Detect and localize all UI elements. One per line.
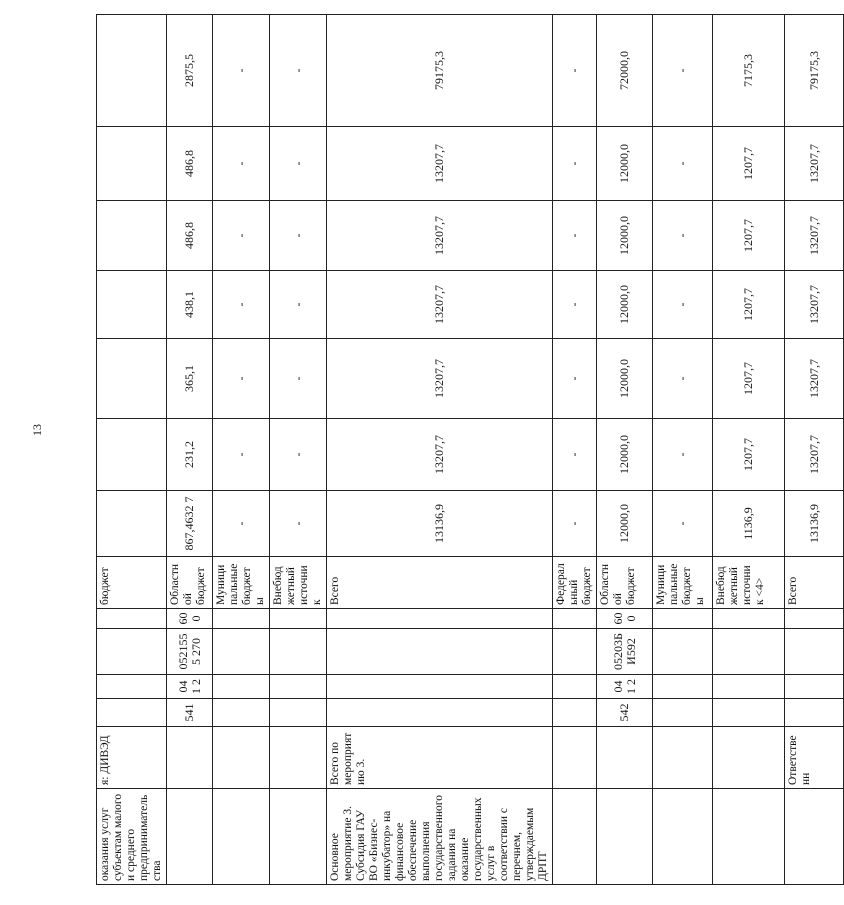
table-cell: - xyxy=(270,491,327,557)
table-cell: - xyxy=(653,339,713,419)
table-cell xyxy=(97,201,167,271)
table-cell: 1136,9 xyxy=(713,491,785,557)
rotated-page xyxy=(96,15,821,885)
table-cell xyxy=(653,675,713,699)
table-row xyxy=(653,15,713,885)
table-cell: 541 xyxy=(167,699,213,727)
table-cell xyxy=(97,491,167,557)
table-cell: 05203Б И592 xyxy=(597,629,653,675)
table-cell: 2875,5 xyxy=(167,15,213,127)
table-cell: 12000,0 xyxy=(597,271,653,339)
table-cell: - xyxy=(553,15,597,127)
table-cell xyxy=(97,271,167,339)
table-cell: 600 xyxy=(597,609,653,629)
table-row xyxy=(553,15,597,885)
table-cell: 1207,7 xyxy=(713,201,785,271)
table-cell: 12000,0 xyxy=(597,127,653,201)
table-cell: Основное мероприятие 3. Субсидия ГАУ ВО «Бизнес-инкубатор» на финансовое обеспечение выполнения государственного задания на оказание государственных услуг в соответствии с перечнем, утверждаемым ДРПТ xyxy=(327,789,553,885)
table-cell: бюджет xyxy=(97,557,167,609)
table-cell: 12000,0 xyxy=(597,419,653,491)
table-cell: - xyxy=(553,271,597,339)
rotated-table-frame xyxy=(96,15,821,885)
table-cell xyxy=(213,609,270,629)
table-cell: - xyxy=(553,419,597,491)
table-cell: 13207,7 xyxy=(327,271,553,339)
table-cell xyxy=(270,727,327,789)
table-cell xyxy=(785,699,844,727)
table-cell: - xyxy=(213,271,270,339)
table-cell: - xyxy=(553,127,597,201)
table-cell: 13207,7 xyxy=(327,201,553,271)
table-cell xyxy=(653,629,713,675)
table-cell: - xyxy=(213,419,270,491)
table-cell: 1207,7 xyxy=(713,127,785,201)
table-cell: 79175,3 xyxy=(785,15,844,127)
table-cell: - xyxy=(553,491,597,557)
table-cell xyxy=(270,789,327,885)
table-cell: 867,4632 7 xyxy=(167,491,213,557)
table-cell xyxy=(785,629,844,675)
table-cell: Всего по мероприятию 3. xyxy=(327,727,553,789)
table-cell: - xyxy=(653,271,713,339)
table-cell xyxy=(713,727,785,789)
table-cell: Федеральный бюджет xyxy=(553,557,597,609)
table-cell: 13207,7 xyxy=(327,419,553,491)
table-cell: Всего xyxy=(327,557,553,609)
table-cell: 13207,7 xyxy=(785,127,844,201)
page-number: 13 xyxy=(30,424,44,436)
table-cell: Муниципальные бюджеты xyxy=(213,557,270,609)
table-cell: - xyxy=(213,491,270,557)
table-cell: 13207,7 xyxy=(785,201,844,271)
table-cell xyxy=(213,699,270,727)
table-cell xyxy=(785,609,844,629)
table-cell: 12000,0 xyxy=(597,201,653,271)
table-cell: 486,8 xyxy=(167,127,213,201)
table-cell: - xyxy=(270,419,327,491)
table-cell xyxy=(653,727,713,789)
table-cell xyxy=(327,629,553,675)
table-cell xyxy=(97,675,167,699)
table-row xyxy=(327,15,553,885)
table-cell xyxy=(327,699,553,727)
table-cell: 13207,7 xyxy=(327,339,553,419)
table-cell: Областной бюджет xyxy=(597,557,653,609)
table-row xyxy=(597,15,653,885)
table-cell xyxy=(713,675,785,699)
table-cell: - xyxy=(270,15,327,127)
table-cell: - xyxy=(270,271,327,339)
table-cell: 7175,3 xyxy=(713,15,785,127)
table-cell: - xyxy=(213,339,270,419)
table-row xyxy=(785,15,844,885)
table-body xyxy=(97,15,844,885)
table-cell: 486,8 xyxy=(167,201,213,271)
table-cell: - xyxy=(213,15,270,127)
table-cell: 041 2 xyxy=(597,675,653,699)
table-cell: 438,1 xyxy=(167,271,213,339)
table-cell xyxy=(270,609,327,629)
table-cell xyxy=(97,699,167,727)
table-cell xyxy=(97,339,167,419)
table-cell xyxy=(553,699,597,727)
table-cell: - xyxy=(213,201,270,271)
table-cell xyxy=(97,419,167,491)
table-cell: 041 2 xyxy=(167,675,213,699)
table-cell: Всего xyxy=(785,557,844,609)
table-cell xyxy=(97,15,167,127)
table-cell: 13207,7 xyxy=(785,271,844,339)
table-row xyxy=(167,15,213,885)
table-cell: - xyxy=(213,127,270,201)
table-cell: - xyxy=(653,127,713,201)
table-cell xyxy=(553,789,597,885)
table-cell xyxy=(167,789,213,885)
table-cell xyxy=(327,609,553,629)
table-cell xyxy=(97,127,167,201)
table-cell xyxy=(270,629,327,675)
table-cell: - xyxy=(653,491,713,557)
table-cell xyxy=(553,609,597,629)
table-cell: Внебюджетный источник xyxy=(270,557,327,609)
table-cell xyxy=(97,629,167,675)
table-cell: Внебюджетный источник <4> xyxy=(713,557,785,609)
table-cell: 13207,7 xyxy=(785,339,844,419)
table-cell xyxy=(553,675,597,699)
table-cell xyxy=(213,675,270,699)
table-cell: я: ДИВЭД xyxy=(97,727,167,789)
table-cell: 72000,0 xyxy=(597,15,653,127)
table-cell: Муниципальные бюджеты xyxy=(653,557,713,609)
table-cell: 13207,7 xyxy=(785,419,844,491)
table-cell: - xyxy=(653,15,713,127)
table-cell xyxy=(270,675,327,699)
table-cell xyxy=(327,675,553,699)
table-cell xyxy=(713,609,785,629)
budget-table xyxy=(96,14,844,885)
table-cell xyxy=(270,699,327,727)
table-cell: 1207,7 xyxy=(713,339,785,419)
table-cell: 1207,7 xyxy=(713,271,785,339)
table-cell: 365,1 xyxy=(167,339,213,419)
table-cell xyxy=(597,727,653,789)
table-cell: - xyxy=(553,339,597,419)
table-cell: - xyxy=(270,339,327,419)
table-cell xyxy=(785,789,844,885)
table-cell xyxy=(653,609,713,629)
table-cell xyxy=(597,789,653,885)
table-cell xyxy=(97,609,167,629)
table-cell: 231,2 xyxy=(167,419,213,491)
table-cell xyxy=(713,629,785,675)
table-cell: 13207,7 xyxy=(327,127,553,201)
table-cell: 12000,0 xyxy=(597,491,653,557)
table-cell: оказания услуг субъектам малого и среднего предпринимательства xyxy=(97,789,167,885)
table-cell xyxy=(553,629,597,675)
table-cell: 1207,7 xyxy=(713,419,785,491)
table-cell xyxy=(167,727,213,789)
table-cell: Ответственн xyxy=(785,727,844,789)
table-row xyxy=(270,15,327,885)
table-cell: Областной бюджет xyxy=(167,557,213,609)
table-row xyxy=(213,15,270,885)
table-cell xyxy=(653,699,713,727)
table-row xyxy=(713,15,785,885)
table-cell xyxy=(713,699,785,727)
table-cell: - xyxy=(653,201,713,271)
table-cell xyxy=(785,675,844,699)
table-cell: 13136,9 xyxy=(785,491,844,557)
table-cell: 13136,9 xyxy=(327,491,553,557)
table-row xyxy=(97,15,167,885)
table-cell: 79175,3 xyxy=(327,15,553,127)
table-cell: - xyxy=(653,419,713,491)
table-cell: - xyxy=(270,201,327,271)
table-cell: 600 xyxy=(167,609,213,629)
table-cell: - xyxy=(270,127,327,201)
table-cell xyxy=(213,727,270,789)
table-cell: 542 xyxy=(597,699,653,727)
table-cell xyxy=(713,789,785,885)
table-cell xyxy=(653,789,713,885)
table-cell xyxy=(553,727,597,789)
table-cell: 12000,0 xyxy=(597,339,653,419)
table-cell xyxy=(213,789,270,885)
table-cell: 0521555 270 xyxy=(167,629,213,675)
table-cell xyxy=(213,629,270,675)
table-cell: - xyxy=(553,201,597,271)
